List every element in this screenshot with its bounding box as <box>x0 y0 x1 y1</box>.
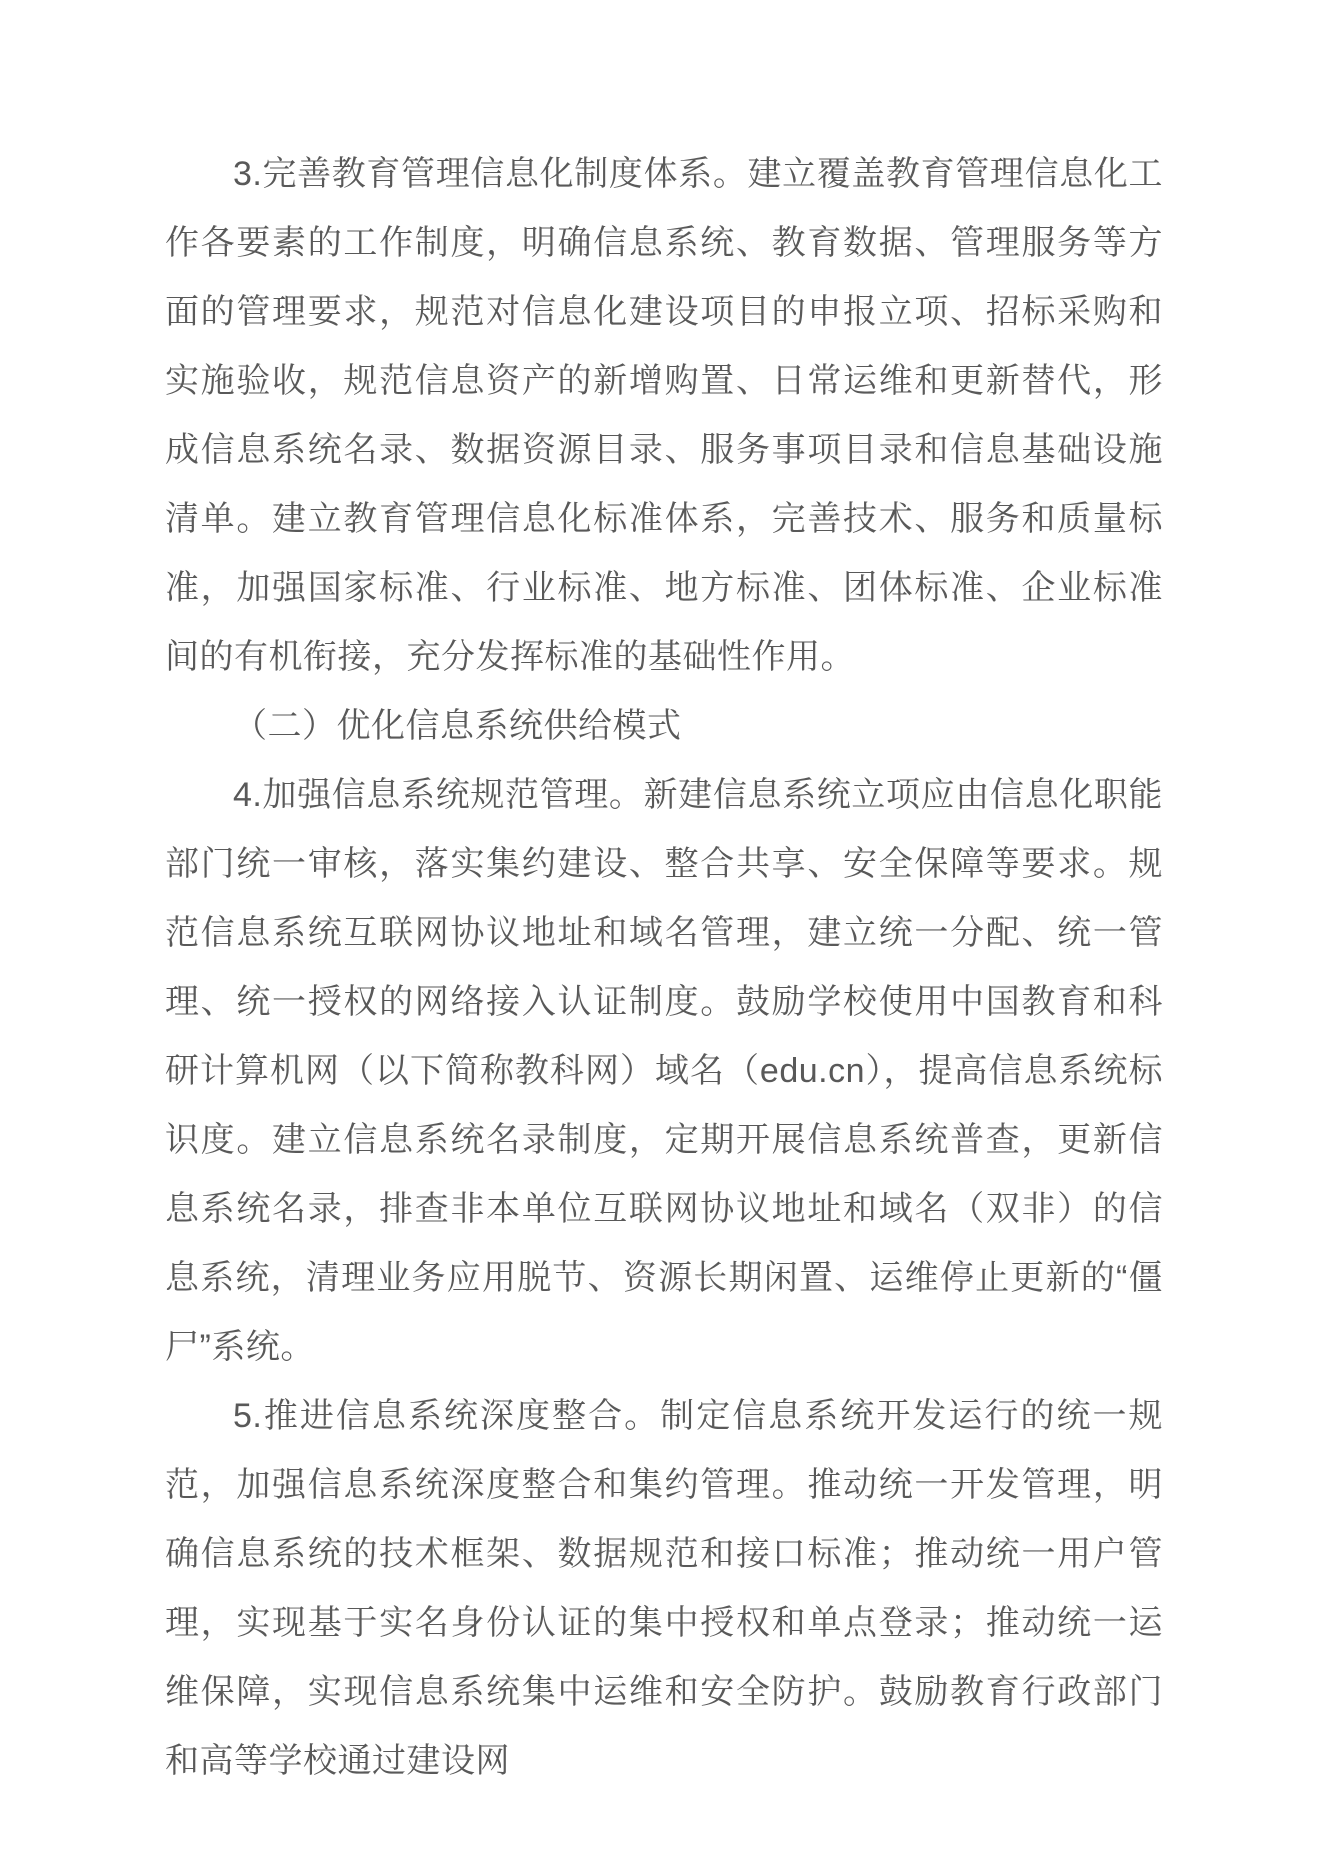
paragraph-5: 5.推进信息系统深度整合。制定信息系统开发运行的统一规范，加强信息系统深度整合和集约管理。推动统一开发管理，明确信息系统的技术框架、数据规范和接口标准；推动统一用户管理，实现基于实名身份认证的集中授权和单点登录；推动统一运维保障，实现信息系统集中运维和安全防护。鼓励教育行政部门和高等学校通过建设网 <box>165 1397 1163 1780</box>
paragraph-3: 3.完善教育管理信息化制度体系。建立覆盖教育管理信息化工作各要素的工作制度，明确信息系统、教育数据、管理服务等方面的管理要求，规范对信息化建设项目的申报立项、招标采购和实施验收，规范信息资产的新增购置、日常运维和更新替代，形成信息系统名录、数据资源目录、服务事项目录和信息基础设施清单。建立教育管理信息化标准体系，完善技术、服务和质量标准，加强国家标准、行业标准、地方标准、团体标准、企业标准间的有机衔接，充分发挥标准的基础性作用。 <box>165 155 1163 676</box>
section-heading-2: （二）优化信息系统供给模式 <box>233 707 682 745</box>
paragraph-4: 4.加强信息系统规范管理。新建信息系统立项应由信息化职能部门统一审核，落实集约建设、整合共享、安全保障等要求。规范信息系统互联网协议地址和域名管理，建立统一分配、统一管理、统一授权的网络接入认证制度。鼓励学校使用中国教育和科研计算机网（以下简称教科网）域名（edu.cn），提高信息系统标识度。建立信息系统名录制度，定期开展信息系统普查，更新信息系统名录，排查非本单位互联网协议地址和域名（双非）的信息系统，清理业务应用脱节、资源长期闲置、运维停止更新的“僵尸”系统。 <box>165 776 1163 1366</box>
document-body <box>165 140 1163 1796</box>
